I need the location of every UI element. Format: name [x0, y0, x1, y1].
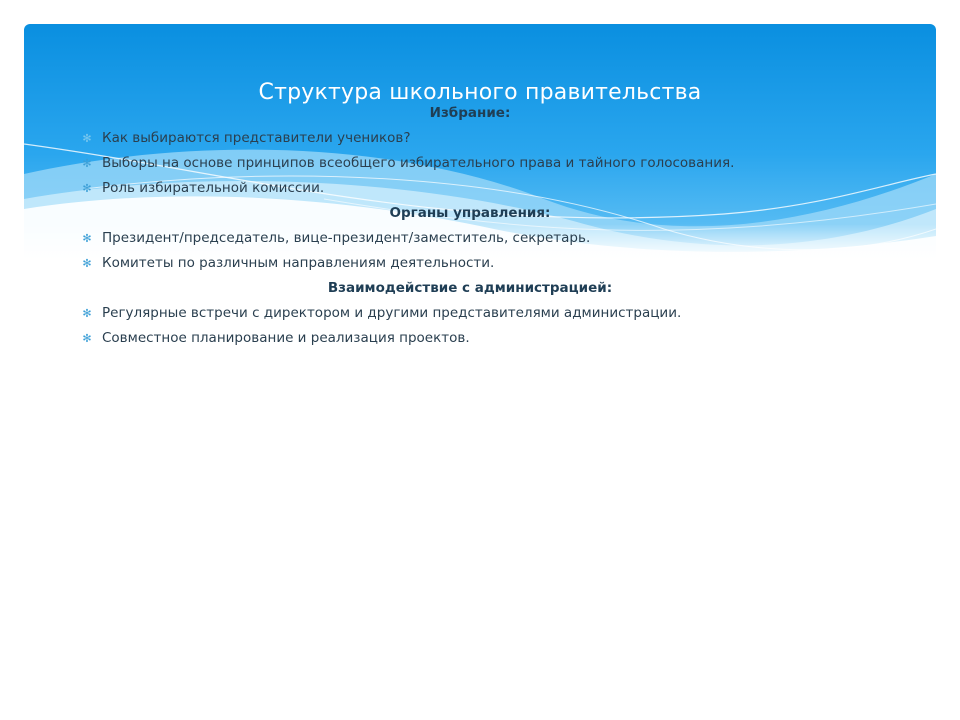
star-asterisk-icon: ✻ — [82, 157, 92, 170]
section-heading-administration: Взаимодействие с администрацией: — [327, 280, 613, 296]
star-asterisk-icon: ✻ — [82, 232, 92, 245]
star-asterisk-icon: ✻ — [82, 182, 92, 195]
list-item: ✻ Комитеты по различным направлениям деятельности. — [80, 251, 860, 276]
star-asterisk-icon: ✻ — [82, 132, 92, 145]
star-asterisk-icon: ✻ — [82, 257, 92, 270]
star-asterisk-icon: ✻ — [82, 307, 92, 320]
slide-title: Структура школьного правительства — [258, 80, 702, 105]
section-heading-election: Избрание: — [429, 105, 511, 121]
star-asterisk-icon: ✻ — [82, 332, 92, 345]
list-item: ✻ Как выбираются представители учеников? — [80, 126, 860, 151]
section-heading-governance: Органы управления: — [389, 205, 551, 221]
slide-content — [80, 101, 860, 351]
list-item: ✻ Президент/председатель, вице-президент/заместитель, секретарь. — [80, 226, 860, 251]
list-item: ✻ Роль избирательной комиссии. — [80, 176, 860, 201]
list-item: ✻ Регулярные встречи с директором и другими представителями администрации. — [80, 301, 860, 326]
list-item: ✻ Выборы на основе принципов всеобщего избирательного права и тайного голосования. — [80, 151, 860, 176]
list-item: ✻ Совместное планирование и реализация проектов. — [80, 326, 860, 351]
